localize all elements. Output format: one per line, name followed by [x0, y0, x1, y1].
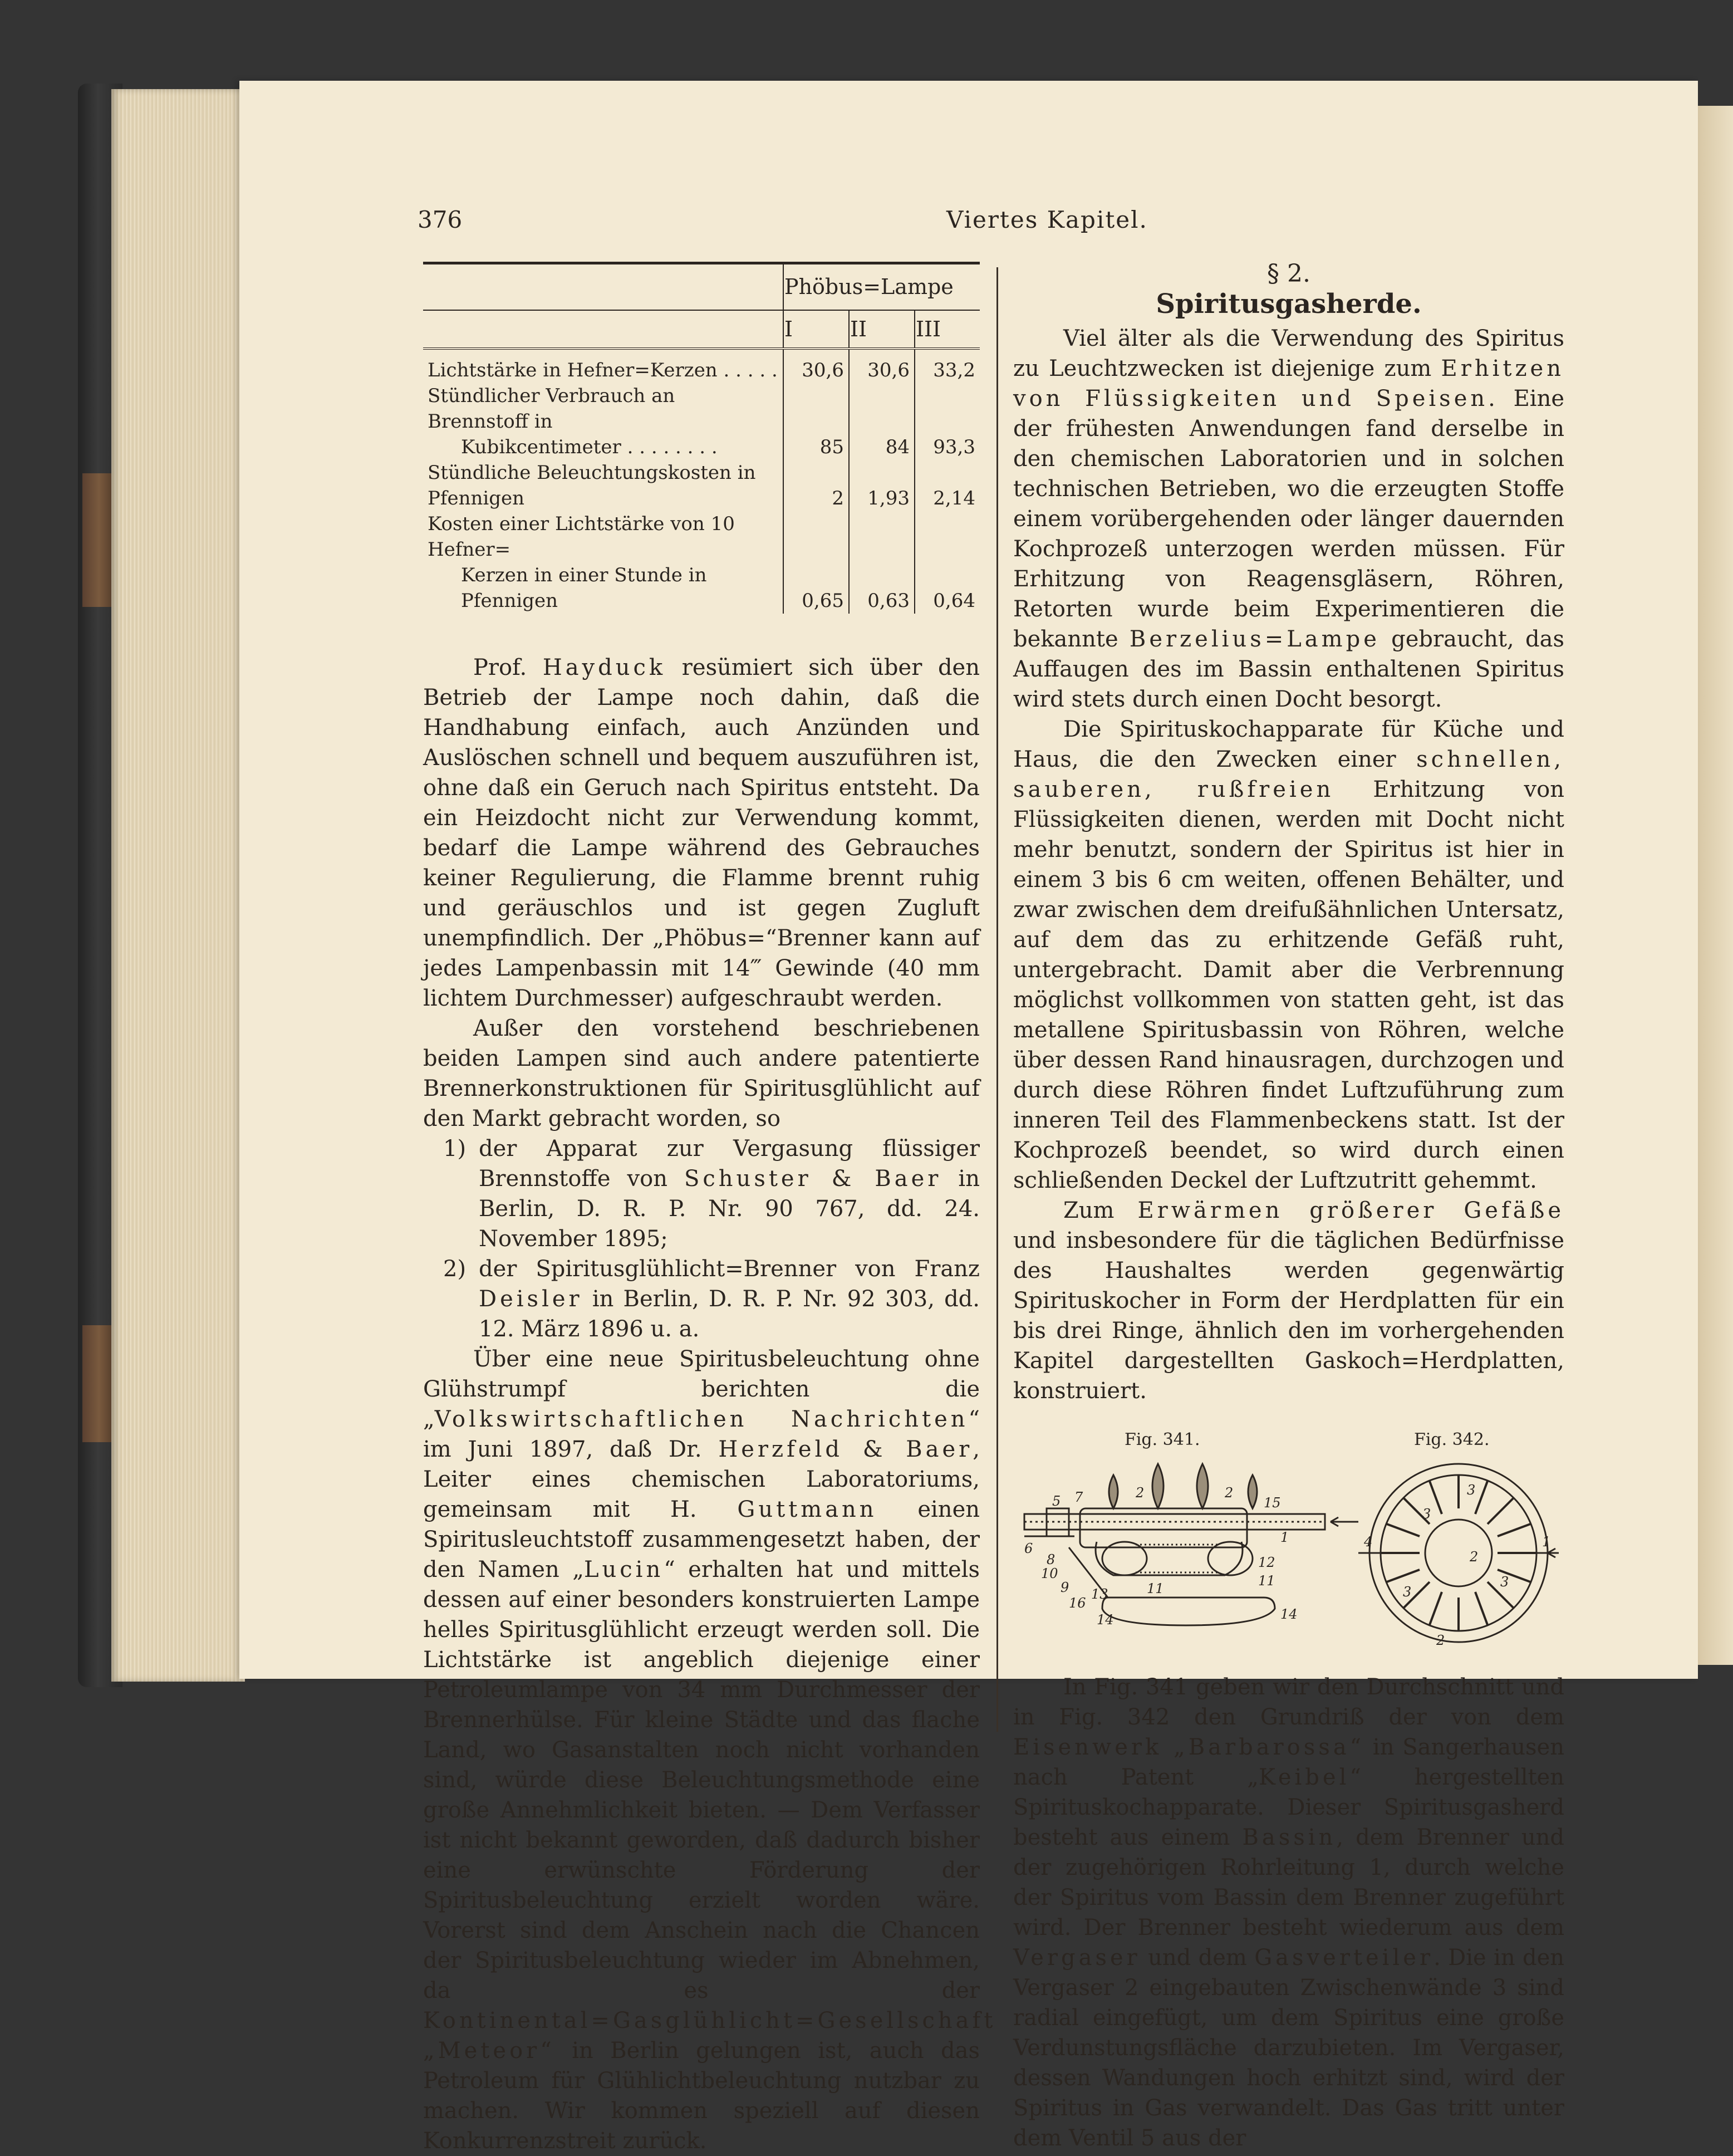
table-row-label-cont: Kubikcentimeter . . . . . . . .: [461, 435, 718, 458]
page-edges: [111, 89, 245, 1682]
figure-caption: Fig. 342.: [1414, 1430, 1490, 1449]
paragraph: In Fig. 341 geben wir den Durchschnitt und in Fig. 342 den Grundriß der von dem Eisenwerk „Barbarossa“ in Sangerhausen nach Patent „Keibel“ hergestellten Spirituskochapparate. Dieser Spiritusgasherd besteht aus einem Bassin, dem Brenner und der zugehörigen Rohrleitung 1, durch welche der Spiritus vom Bassin dem Brenner zugeführt wird. Der Brenner besteht wiederum aus dem Vergaser und dem Gasverteiler. Die in den Vergaser 2 eingebauten Zwischenwände 3 sind radial eingefügt, um dem Spiritus eine große Verdunstungsfläche darzubieten. Im Vergaser, dessen Wandungen hoch erhitzt sind, wird der Spiritus in Gas verwandelt. Das Gas tritt unter dem Ventil 5 aus der: [1013, 1674, 1564, 2151]
figure-label: 5: [1052, 1493, 1061, 1509]
table-stub-header: [423, 263, 783, 310]
spine-leather-band: [82, 473, 116, 607]
figure-label: 2: [1470, 1549, 1479, 1565]
page-number: 376: [418, 206, 463, 233]
person-name: Deisler: [479, 1286, 583, 1312]
next-page-edge: [1698, 106, 1733, 1665]
figure-label: 11: [1147, 1581, 1164, 1596]
table-cell: 33,2: [915, 349, 980, 383]
table-row-label: Kosten einer Lichtstärke von 10 Hefner=: [428, 512, 735, 561]
figure-label: 3: [1500, 1574, 1509, 1590]
left-column: [423, 262, 996, 2156]
figure-label: 1: [1542, 1534, 1551, 1550]
figure-caption: Fig. 341.: [1125, 1430, 1200, 1449]
table-cell: 0,63: [849, 511, 915, 614]
table-group-header: Phöbus=Lampe: [783, 263, 980, 310]
paragraph: Außer den vorstehend beschriebenen beiden Lampen sind auch andere patentierte Brennerkonstruktionen für Spiritusglühlicht auf den Markt gebracht worden, so: [423, 1015, 980, 1131]
table-row: [423, 383, 980, 460]
table-cell: 0,65: [783, 511, 849, 614]
figure-label: 16: [1069, 1595, 1086, 1611]
list-number: 2): [443, 1256, 467, 1282]
figure-label: 15: [1264, 1495, 1281, 1511]
table-row-label-cont: Kerzen in einer Stunde in Pfennigen: [461, 564, 707, 612]
figure-label: 11: [1258, 1573, 1275, 1589]
figure-label: 8: [1047, 1552, 1055, 1567]
figure-label: 10: [1041, 1566, 1058, 1581]
figure-label: 6: [1024, 1541, 1033, 1556]
figure-label: 9: [1061, 1580, 1069, 1595]
table-column-header: II: [849, 310, 915, 349]
list-item: 2) der Spiritusglühlicht=Brenner von Franz Deisler in Berlin, D. R. P. Nr. 92 303, dd. 12. März 1896 u. a.: [423, 1254, 980, 1344]
company-name: Schuster & Baer: [684, 1165, 942, 1192]
figure-label: 2: [1436, 1633, 1445, 1648]
table-row-label: Lichtstärke in Hefner=Kerzen . . . . .: [428, 359, 778, 381]
table-cell: 84: [849, 383, 915, 460]
figure-label: 2: [1225, 1485, 1234, 1501]
running-chapter-title: Viertes Kapitel.: [946, 206, 1148, 233]
table-column-header: I: [783, 310, 849, 349]
figure-label: 12: [1258, 1555, 1275, 1570]
figures-block: [1013, 1425, 1564, 1659]
section-title: Spiritusgasherde.: [1156, 288, 1422, 320]
figure-label: 3: [1422, 1506, 1431, 1522]
table-row-label: Stündlicher Verbrauch an Brennstoff in: [428, 384, 675, 433]
phoebus-lamp-table: [423, 262, 980, 614]
figure-label: 3: [1403, 1584, 1412, 1600]
figure-label: 1: [1280, 1530, 1289, 1545]
paragraph: Viel älter als die Verwendung des Spiritus zu Leuchtzwecken ist diejenige zum Erhitzen von Flüssigkeiten und Speisen. Eine der frühesten Anwendungen fand derselbe in den chemischen Laboratorien und in solchen technischen Betrieben, wo die erzeugten Stoffe einem vorübergehenden oder länger dauernden Kochprozeß unterzogen werden müssen. Für Erhitzung von Reagensgläsern, Röhren, Retorten wurde beim Experimentieren die bekannte Berzelius=Lampe gebraucht, das Auffaugen des im Bassin enthaltenen Spiritus wird stets durch einen Docht besorgt.: [1013, 326, 1564, 712]
person-name: Hayduck: [542, 654, 666, 680]
figure-label: 14: [1097, 1612, 1114, 1628]
table-row: [423, 460, 980, 511]
paragraph: Über eine neue Spiritusbeleuchtung ohne Glühstrumpf berichten die „Volkswirtschaftlichen Nachrichten“ im Juni 1897, daß Dr. Herzfeld & Baer, Leiter eines chemischen Laboratoriums, gemeinsam mit H. Guttmann einen Spiritusleuchtstoff zusammengesetzt haben, der den Namen „Lucin“ erhalten hat und mittels dessen auf einer besonders konstruierten Lampe helles Spiritusglühlicht erzeugt werden soll. Die Lichtstärke ist angeblich diejenige einer Petroleumlampe von 34 mm Durchmesser der Brennerhülse. Für kleine Städte und das flache Land, wo Gasanstalten noch nicht vorhanden sind, würde diese Beleuchtungsmethode eine große Annehmlichkeit bieten. — Dem Verfasser ist nicht bekannt geworden, daß dadurch bisher eine erwünschte Förderung der Spiritusbeleuchtung erzielt worden wäre. Vorerst sind dem Anschein nach die Chancen der Spiritusbeleuchtung wieder im Abnehmen, da es der Kontinental=Gasglühlicht=Gesellschaft „Meteor“ in Berlin gelungen ist, auch das Petroleum für Glühlichtbeleuchtung nutzbar zu machen. Wir kommen speziell auf diesen Konkurrenzstreit zurück.: [423, 1346, 996, 2154]
table-cell: 2: [783, 460, 849, 511]
table-cell: 85: [783, 383, 849, 460]
list-item: 1) der Apparat zur Vergasung flüssiger Brennstoffe von Schuster & Baer in Berlin, D. R. P. Nr. 90 767, dd. 24. November 1895;: [423, 1134, 980, 1254]
burner-cross-section-figure: [1013, 1453, 1358, 1631]
table-row: [423, 511, 980, 614]
column-rule: [996, 267, 998, 1732]
list-number: 1): [443, 1135, 467, 1162]
right-column: [1013, 259, 1564, 2153]
figure-label: 3: [1467, 1482, 1476, 1498]
table-column-header: III: [915, 310, 980, 349]
table-row: [423, 349, 980, 383]
paragraph: Zum Erwärmen größerer Gefäße und insbesondere für die täglichen Bedürfnisse des Haushaltes werden gegenwärtig Spirituskocher in Form der Herdplatten für ein bis drei Ringe, ähnlich den im vorhergehenden Kapitel dargestellten Gaskoch=Herdplatten, konstruiert.: [1013, 1198, 1564, 1404]
table-row-label: Stündliche Beleuchtungskosten in Pfennigen: [428, 461, 756, 509]
section-number: § 2.: [1267, 259, 1310, 288]
paragraph: Die Spirituskochapparate für Küche und Haus, die den Zwecken einer schnellen, sauberen, rußfreien Erhitzung von Flüssigkeiten dienen, werden mit Docht nicht mehr benutzt, sondern der Spiritus ist hier in einem 3 bis 6 cm weiten, offenen Behälter, und zwar zwischen dem dreifußähnlichen Untersatz, auf dem das zu erhitzende Gefäß ruht, untergebracht. Damit aber die Verbrennung möglichst vollkommen von statten geht, ist das metallene Spiritusbassin von Röhren, welche über dessen Rand hinausragen, durchzogen und durch diese Röhren findet Luftzuführung zum inneren Teil des Flammenbeckens statt. Ist der Kochprozeß beendet, so wird durch einen schließenden Deckel der Luftzutritt gehemmt.: [1013, 717, 1565, 1193]
table-cell: 30,6: [783, 349, 849, 383]
table-cell: 2,14: [915, 460, 980, 511]
table-cell: 93,3: [915, 383, 980, 460]
figure-label: 13: [1091, 1586, 1108, 1602]
table-cell: 0,64: [915, 511, 980, 614]
paragraph: Prof. Hayduck resümiert sich über den Betrieb der Lampe noch dahin, daß die Handhabung einfach, auch Anzünden und Auslöschen schnell und bequem auszuführen ist, ohne daß ein Geruch nach Spiritus entsteht. Da ein Heizdocht nicht zur Verwendung kommt, bedarf die Lampe während des Gebrauches keiner Regulierung, die Flamme brennt ruhig und geräuschlos und ist gegen Zugluft unempfindlich. Der „Phöbus=“Brenner kann auf jedes Lampenbassin mit 14‴ Gewinde (40 mm lichtem Durchmesser) aufgeschraubt werden.: [423, 654, 980, 1011]
table-cell: 1,93: [849, 460, 915, 511]
figure-label: 2: [1136, 1485, 1145, 1501]
figure-label: 7: [1074, 1489, 1083, 1505]
table-cell: 30,6: [849, 349, 915, 383]
burner-plan-view-figure: [1358, 1453, 1559, 1653]
figure-label: 14: [1280, 1606, 1298, 1622]
figure-label: 4: [1364, 1534, 1373, 1550]
spine-leather-band: [82, 1325, 116, 1442]
